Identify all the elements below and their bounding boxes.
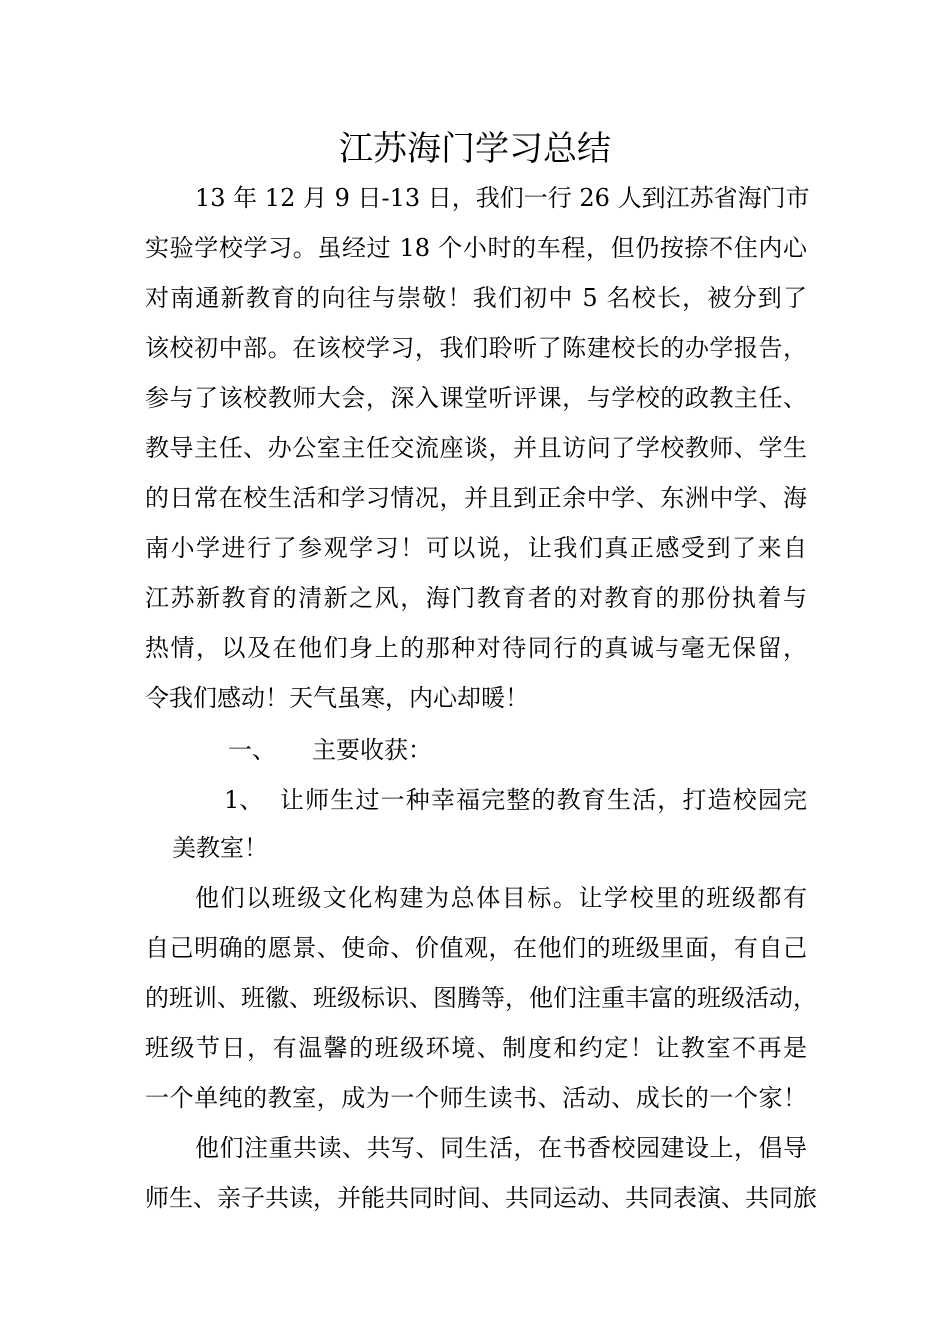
paragraph-line: 该校初中部。在该校学习，我们聆听了陈建校长的办学报告， (145, 334, 807, 362)
paragraph-line: 参与了该校教师大会，深入课堂听评课，与学校的政教主任、 (145, 384, 807, 412)
paragraph-line: 令我们感动！天气虽寒，内心却暖！ (145, 684, 529, 712)
item-number: 1、 (224, 786, 264, 814)
paragraph-line: 实验学校学习。虽经过 18 个小时的车程，但仍按捺不住内心 (145, 234, 807, 262)
paragraph-line: 的日常在校生活和学习情况，并且到正余中学、东洲中学、海 (145, 484, 807, 512)
document-title: 江苏海门学习总结 (339, 129, 611, 169)
paragraph-line: 13 年 12 月 9 日-13 日，我们一行 26 人到江苏省海门市 (195, 184, 810, 212)
paragraph-line: 江苏新教育的清新之风，海门教育者的对教育的那份执着与 (145, 584, 807, 612)
paragraph-line: 南小学进行了参观学习！可以说，让我们真正感受到了来自 (145, 534, 807, 562)
item-heading-line: 美教室！ (172, 834, 268, 862)
item-heading-line: 让师生过一种幸福完整的教育生活，打造校园完 (280, 786, 807, 814)
paragraph-line: 师生、亲子共读，并能共同时间、共同运动、共同表演、共同旅 (145, 1184, 817, 1212)
paragraph-line: 教导主任、办公室主任交流座谈，并且访问了学校教师、学生 (145, 434, 807, 462)
paragraph-line: 自己明确的愿景、使命、价值观，在他们的班级里面，有自己 (145, 934, 807, 962)
paragraph-line: 的班训、班徽、班级标识、图腾等，他们注重丰富的班级活动， (145, 984, 817, 1012)
paragraph-line: 热情，以及在他们身上的那种对待同行的真诚与毫无保留， (145, 634, 807, 662)
section-heading: 主要收获： (312, 736, 432, 764)
paragraph-line: 他们注重共读、共写、同生活，在书香校园建设上，倡导 (195, 1134, 807, 1162)
paragraph-line: 对南通新教育的向往与崇敬！我们初中 5 名校长，被分到了 (145, 284, 807, 312)
paragraph-line: 一个单纯的教室，成为一个师生读书、活动、成长的一个家！ (145, 1084, 807, 1112)
section-number: 一、 (228, 736, 276, 764)
paragraph-line: 他们以班级文化构建为总体目标。让学校里的班级都有 (195, 884, 807, 912)
paragraph-line: 班级节日，有温馨的班级环境、制度和约定！让教室不再是 (145, 1034, 807, 1062)
